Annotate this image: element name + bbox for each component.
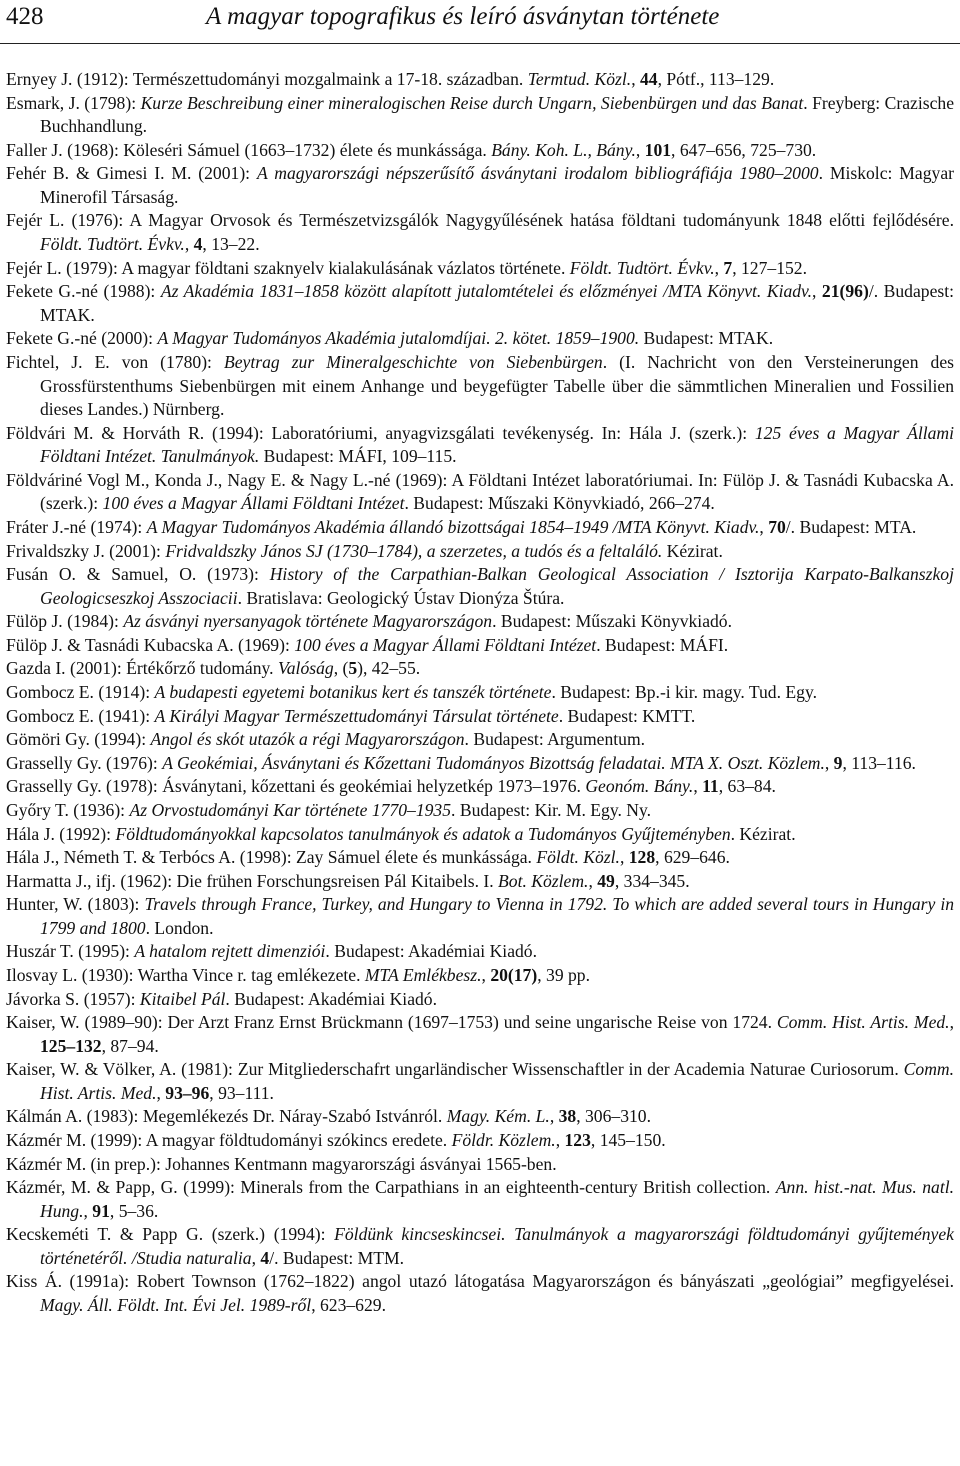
reference-text: Ilosvay L. (1930): Wartha Vince r. tag emlékezete. bbox=[6, 964, 365, 985]
reference-entry bbox=[6, 540, 954, 564]
reference-entry bbox=[6, 870, 954, 894]
reference-text: 44 bbox=[639, 69, 658, 89]
reference-text: Gombocz E. (1941): bbox=[6, 705, 155, 726]
reference-text: Kiss Á. (1991a): Robert Townson (1762–1822) angol utazó látogatása Magyarországon és bányászati „geológiai” megfigyelései. bbox=[6, 1271, 954, 1292]
reference-text: , bbox=[481, 964, 491, 985]
reference-entry bbox=[6, 657, 954, 681]
reference-entry bbox=[6, 92, 954, 139]
reference-text: Beytrag zur Mineralgeschichte von Siebenbürgen bbox=[223, 351, 603, 372]
reference-text: Magy. Kém. L. bbox=[446, 1106, 550, 1127]
reference-text: . Miskolc: Magyar Minerofil Társaság. bbox=[40, 163, 954, 207]
running-title: A magyar topografikus és leíró ásványtan története bbox=[206, 3, 720, 30]
reference-text: 38 bbox=[558, 1106, 577, 1127]
reference-text: Gömöri Gy. (1994): bbox=[6, 729, 151, 750]
reference-entry bbox=[6, 1129, 954, 1153]
reference-text: Fusán O. & Samuel, O. (1973): bbox=[6, 564, 270, 585]
reference-text: Frivaldszky J. (2001): bbox=[6, 540, 166, 561]
reference-entry bbox=[6, 893, 954, 940]
reference-text: Az Orvostudományi Kar története 1770–1935 bbox=[129, 799, 452, 820]
reference-entry bbox=[6, 139, 954, 163]
reference-text: Fejér L. (1979): A magyar földtani szaknyelv kialakulásának vázlatos története. bbox=[6, 257, 570, 278]
reference-text: A magyarországi népszerűsítő ásványtani irodalom bibliográfiája 1980–2000 bbox=[256, 163, 819, 184]
reference-text: Harmatta J., ifj. (1962): Die frühen Forschungsreisen Pál Kitaibels. I. bbox=[6, 870, 499, 891]
reference-text: , 127–152. bbox=[732, 257, 807, 278]
reference-entry bbox=[6, 422, 954, 469]
reference-text: . Bratislava: Geologický Ústav Dionýza Štúra. bbox=[237, 587, 565, 608]
reference-entry bbox=[6, 1270, 954, 1317]
reference-text: , 13–22. bbox=[202, 234, 260, 255]
reference-text: , bbox=[619, 847, 629, 868]
reference-text: Ernyey J. (1912): Természettudományi mozgalmaink a 17-18. században. bbox=[6, 69, 528, 89]
reference-text: Győry T. (1936): bbox=[6, 799, 130, 820]
reference-text: Comm. Hist. Artis. Med. bbox=[776, 1012, 950, 1033]
reference-entry bbox=[6, 327, 954, 351]
reference-text: Hunter, W. (1803): bbox=[6, 894, 145, 915]
reference-entry bbox=[6, 940, 954, 964]
reference-entry bbox=[6, 257, 954, 281]
reference-text: , bbox=[588, 870, 598, 891]
reference-text: /. Budapest: MTAK. bbox=[40, 281, 954, 325]
reference-entry bbox=[6, 68, 954, 92]
reference-text: , 334–345. bbox=[614, 870, 690, 891]
reference-text: Kázmér, M. & Papp, G. (1999): Minerals from the Carpathians in an eighteenth-century British collection. bbox=[6, 1177, 776, 1198]
reference-text: , 306–310. bbox=[576, 1106, 651, 1127]
reference-text: 11 bbox=[702, 776, 719, 797]
reference-entry bbox=[6, 1011, 954, 1058]
reference-text: 100 éves a Magyar Állami Földtani Intézet bbox=[294, 634, 597, 655]
reference-text: Budapest: MTAK. bbox=[639, 328, 774, 349]
reference-text: 5 bbox=[348, 658, 358, 679]
reference-text: Kurze Beschreibung einer mineralogischen Reise durch Ungarn, Siebenbürgen und das Banat bbox=[140, 92, 804, 113]
reference-text: , bbox=[824, 752, 834, 773]
reference-text: 21(96) bbox=[821, 281, 869, 302]
reference-text: , bbox=[549, 1106, 559, 1127]
reference-text: ), 42–55. bbox=[357, 658, 421, 679]
reference-text: 70 bbox=[768, 516, 786, 537]
reference-text: 49 bbox=[597, 870, 615, 891]
reference-text: , 113–116. bbox=[842, 752, 916, 773]
reference-text: . Budapest: KMTT. bbox=[558, 705, 696, 726]
reference-text: , bbox=[693, 776, 703, 797]
reference-entry bbox=[6, 988, 954, 1012]
reference-text: Kecskeméti T. & Papp G. (szerk.) (1994): bbox=[6, 1224, 335, 1245]
reference-text: 4 bbox=[193, 234, 203, 255]
reference-text: 20(17) bbox=[490, 964, 538, 985]
reference-text: A Magyar Tudományos Akadémia jutalomdíjai. 2. kötet. 1859–1900. bbox=[157, 328, 640, 349]
reference-text: , 39 pp. bbox=[537, 964, 590, 985]
reference-text: Fekete G.-né (1988): bbox=[6, 281, 161, 302]
reference-entry bbox=[6, 516, 954, 540]
reference-text: Földr. Közlem. bbox=[451, 1130, 556, 1151]
reference-text: A hatalom rejtett dimenziói bbox=[134, 941, 326, 962]
reference-text: , bbox=[631, 69, 640, 89]
reference-text: , ( bbox=[333, 658, 349, 679]
reference-entry bbox=[6, 1223, 954, 1270]
header-rule bbox=[0, 43, 960, 44]
reference-text: . Budapest: Kir. M. Egy. Ny. bbox=[451, 799, 652, 820]
reference-text: 101 bbox=[644, 139, 672, 160]
reference-text: A Magyar Tudományos Akadémia állandó bizottságai 1854–1949 /MTA Könyvt. Kiadv. bbox=[146, 516, 760, 537]
reference-text: 93–96 bbox=[165, 1082, 210, 1103]
page-header bbox=[0, 0, 960, 48]
reference-text: . Budapest: Akadémiai Kiadó. bbox=[225, 988, 437, 1009]
reference-text: Jávorka S. (1957): bbox=[6, 988, 140, 1009]
reference-text: Fridvaldszky János SJ (1730–1784), a szerzetes, a tudós és a feltaláló. bbox=[165, 540, 663, 561]
reference-entry bbox=[6, 1176, 954, 1223]
reference-text: Kaiser, W. & Völker, A. (1981): Zur Mitgliederschafrt ungarländischer Wissenschaftler in der Academia Naturae Curiosorum. bbox=[6, 1059, 904, 1080]
reference-text: Valóság bbox=[277, 658, 334, 679]
reference-text: Fejér L. (1976): A Magyar Orvosok és Természetvizsgálók Nagygyűlésének hatása földtani tudományunk 1848 előtti fejlődésére. bbox=[6, 210, 954, 231]
reference-text: Comm. Hist. Artis. Med. bbox=[40, 1059, 954, 1103]
reference-entry bbox=[6, 610, 954, 634]
reference-text: , 629–646. bbox=[655, 847, 730, 868]
reference-text: 123 bbox=[564, 1130, 591, 1151]
reference-text: Földváriné Vogl M., Konda J., Nagy E. & Nagy L.-né (1969): A Földtani Intézet laboratóriumai. In: Fülöp J. & Tasnádi Kubacska A. (szerk.): bbox=[6, 469, 954, 514]
reference-text: , 145–150. bbox=[590, 1130, 666, 1151]
reference-text: Fehér B. & Gimesi I. M. (2001): bbox=[6, 163, 257, 184]
reference-text: Travels through France, Turkey, and Hungary to Vienna in 1792. To which are added several tours in Hungary in 1799 and 1800 bbox=[40, 894, 955, 938]
reference-text: , bbox=[555, 1130, 565, 1151]
reference-text: , bbox=[759, 516, 769, 537]
reference-text: , bbox=[83, 1200, 93, 1221]
reference-text: 4 bbox=[260, 1247, 270, 1268]
reference-entry bbox=[6, 775, 954, 799]
reference-text: . Budapest: Műszaki Könyvkiadó, 266–274. bbox=[404, 493, 715, 514]
reference-entry bbox=[6, 563, 954, 610]
reference-text: Termtud. Közl. bbox=[527, 69, 632, 89]
reference-text: Kázmér M. (in prep.): Johannes Kentmann magyarországi ásványai 1565-ben. bbox=[6, 1153, 557, 1174]
reference-text: Gazda I. (2001): Értékőrző tudomány. bbox=[6, 658, 278, 679]
reference-text: , bbox=[635, 139, 645, 160]
reference-text: . London. bbox=[145, 917, 214, 938]
reference-text: Az ásványi nyersanyagok története Magyarországon bbox=[123, 611, 493, 632]
reference-text: , bbox=[949, 1012, 954, 1033]
reference-text: Kézirat. bbox=[662, 540, 723, 561]
reference-text: Földünk kincseskincsei. Tanulmányok a magyarországi földtudományi gyűjtemények történetéről. /Studia naturalia bbox=[40, 1224, 954, 1268]
reference-text: Fekete G.-né (2000): bbox=[6, 328, 158, 349]
reference-text: Geonóm. Bány. bbox=[585, 776, 694, 797]
reference-text: . Budapest: Műszaki Könyvkiadó. bbox=[492, 611, 732, 632]
reference-entry bbox=[6, 846, 954, 870]
reference-text: Kaiser, W. (1989–90): Der Arzt Franz Ernst Brückmann (1697–1753) und seine ungarische Reise von 1724. bbox=[6, 1012, 777, 1033]
reference-entry bbox=[6, 964, 954, 988]
reference-text: Földt. Tudtört. Évkv. bbox=[40, 234, 185, 255]
reference-text: Földtudományokkal kapcsolatos tanulmányok és adatok a Tudományos Gyűjteményben bbox=[115, 823, 731, 844]
reference-text: . Budapest: MÁFI. bbox=[596, 634, 729, 655]
reference-entry bbox=[6, 469, 954, 516]
reference-text: Az Akadémia 1831–1858 között alapított jutalomtételei és előzményei /MTA Könyvt. Kiadv. bbox=[160, 281, 812, 302]
reference-entry bbox=[6, 162, 954, 209]
reference-text: 128 bbox=[628, 847, 656, 868]
reference-text: Földt. Közl. bbox=[536, 847, 620, 868]
page-number: 428 bbox=[6, 3, 44, 30]
reference-text: Földt. Tudtört. Évkv. bbox=[569, 257, 715, 278]
reference-text: MTA Emlékbesz. bbox=[364, 964, 482, 985]
reference-text: A Geokémiai, Ásványtani és Kőzettani Tudományos Bizottság feladatai. MTA X. Oszt. Közlem. bbox=[162, 752, 825, 773]
reference-entry bbox=[6, 1153, 954, 1177]
reference-entry bbox=[6, 1058, 954, 1105]
reference-text: , 647–656, 725–730. bbox=[671, 139, 817, 160]
reference-text: 91 bbox=[92, 1200, 110, 1221]
reference-text: , Pótf., 113–129. bbox=[657, 69, 775, 89]
reference-text: . Budapest: Bp.-i kir. magy. Tud. Egy. bbox=[551, 682, 817, 703]
reference-text: Fráter J.-né (1974): bbox=[6, 516, 147, 537]
reference-entry bbox=[6, 209, 954, 256]
reference-text: Gombocz E. (1914): bbox=[6, 682, 155, 703]
reference-entry bbox=[6, 728, 954, 752]
reference-text: Magy. Áll. Földt. Int. Évi Jel. 1989-ről bbox=[40, 1295, 312, 1316]
reference-text: /. Budapest: MTA. bbox=[785, 516, 917, 537]
reference-text: Hála J., Németh T. & Terbócs A. (1998): Zay Sámuel élete és munkássága. bbox=[6, 847, 537, 868]
reference-entry bbox=[6, 799, 954, 823]
reference-text: Földvári M. & Horváth R. (1994): Laboratóriumi, anyagvizsgálati tevékenység. In: Hála J. (szerk.): bbox=[6, 422, 755, 443]
reference-text: , bbox=[251, 1247, 261, 1268]
reference-text: Grasselly Gy. (1976): bbox=[6, 752, 163, 773]
reference-text: Kitaibel Pál bbox=[139, 988, 226, 1009]
reference-text: , 87–94. bbox=[101, 1035, 159, 1056]
reference-text: 100 éves a Magyar Állami Földtani Intézet bbox=[102, 493, 405, 514]
reference-text: , bbox=[811, 281, 822, 302]
reference-text: Kázmér M. (1999): A magyar földtudományi szókincs eredete. bbox=[6, 1130, 452, 1151]
reference-text: History of the Carpathian-Balkan Geological Association / Isztorija Karpato-Balkanszkoj Geologicseszkoj Asszociacii bbox=[40, 564, 954, 608]
reference-text: . Kézirat. bbox=[730, 823, 796, 844]
reference-text: Fülöp J. (1984): bbox=[6, 611, 124, 632]
reference-text: . (I. Nachricht von den Versteinerungen des Grossfürstenthums Siebenbürgen mit einem Anhange und beygefügter Tabelle über die sämmtlichen Mineralien und Fossilien dieses Landes.) Nürnberg. bbox=[40, 351, 954, 420]
reference-text: , 63–84. bbox=[718, 776, 776, 797]
reference-text: . Freyberg: Crazische Buchhandlung. bbox=[40, 92, 955, 137]
reference-entry bbox=[6, 823, 954, 847]
reference-text: Grasselly Gy. (1978): Ásványtani, kőzettani és geokémiai helyzetkép 1973–1976. bbox=[6, 776, 586, 797]
reference-text: 125 éves a Magyar Állami Földtani Intézet. Tanulmányok. bbox=[40, 422, 955, 467]
reference-entry bbox=[6, 1105, 954, 1129]
reference-text: , bbox=[156, 1082, 166, 1103]
reference-text: Budapest: MÁFI, 109–115. bbox=[259, 446, 457, 467]
reference-text: , bbox=[714, 257, 724, 278]
reference-text: /. Budapest: MTM. bbox=[269, 1247, 405, 1268]
reference-text: , 5–36. bbox=[109, 1200, 159, 1221]
reference-text: . Budapest: Argumentum. bbox=[464, 729, 646, 750]
reference-text: Huszár T. (1995): bbox=[6, 941, 135, 962]
reference-text: , 93–111. bbox=[209, 1082, 274, 1103]
reference-text: Fichtel, J. E. von (1780): bbox=[6, 351, 224, 372]
reference-text: Bot. Közlem. bbox=[498, 870, 589, 891]
reference-text: Esmark, J. (1798): bbox=[6, 92, 141, 113]
reference-text: 7 bbox=[723, 257, 733, 278]
reference-entry bbox=[6, 705, 954, 729]
reference-text: . Budapest: Akadémiai Kiadó. bbox=[325, 941, 537, 962]
reference-text: Ann. hist.-nat. Mus. natl. Hung. bbox=[40, 1177, 954, 1221]
reference-text: Kálmán A. (1983): Megemlékezés Dr. Náray-Szabó Istvánról. bbox=[6, 1106, 447, 1127]
reference-text: A budapesti egyetemi botanikus kert és tanszék története bbox=[154, 682, 552, 703]
reference-text: Bány. Koh. L., Bány. bbox=[491, 139, 636, 160]
reference-text: Angol és skót utazók a régi Magyarországon bbox=[150, 729, 465, 750]
reference-text: Hála J. (1992): bbox=[6, 823, 116, 844]
reference-text: 9 bbox=[833, 752, 843, 773]
reference-entry bbox=[6, 634, 954, 658]
reference-text: Fülöp J. & Tasnádi Kubacska A. (1969): bbox=[6, 634, 295, 655]
reference-text: A Királyi Magyar Természettudományi Társulat története bbox=[154, 705, 559, 726]
reference-text: , bbox=[184, 234, 194, 255]
reference-text: , 623–629. bbox=[311, 1295, 386, 1316]
reference-list bbox=[6, 68, 954, 1318]
reference-entry bbox=[6, 280, 954, 327]
reference-entry bbox=[6, 351, 954, 422]
reference-entry bbox=[6, 752, 954, 776]
reference-text: 125–132 bbox=[40, 1035, 102, 1056]
reference-entry bbox=[6, 681, 954, 705]
reference-text: Faller J. (1968): Köleséri Sámuel (1663–1732) élete és munkássága. bbox=[6, 139, 492, 160]
